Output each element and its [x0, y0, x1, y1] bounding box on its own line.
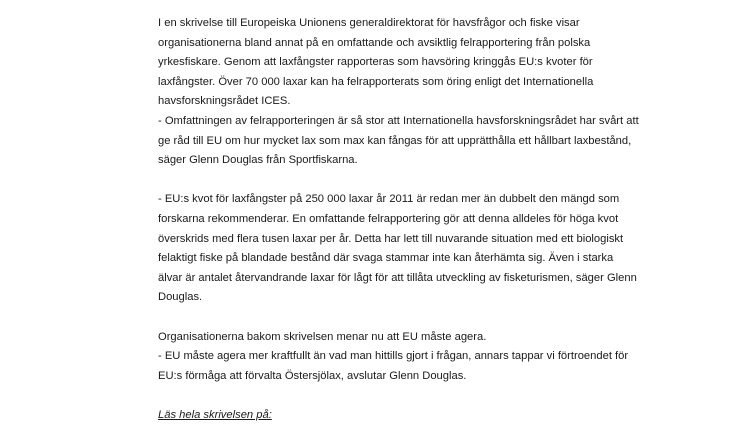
text-line: - EU måste agera mer kraftfullt än vad man hittills gjort i frågan, annars tappar vi förtroendet för	[158, 350, 629, 363]
read-more-link[interactable]: Läs hela skrivelsen på:	[158, 408, 272, 421]
text-line: I en skrivelse till Europeiska Unionens generaldirektorat för havsfrågor och fiske visar	[158, 17, 580, 29]
read-more-paragraph	[158, 406, 698, 425]
text-line: överskrids med flera tusen laxar per år. Detta har lett till nuvarande situation med ett biologiskt	[158, 232, 624, 245]
text-line: ge råd till EU om hur mycket lax som max kan fångas för att upprätthålla ett hållbart laxbestånd,	[158, 134, 632, 147]
text-line: felaktigt fiske på blandade bestånd där svaga stammar inte kan återhämta sig. Även i starka	[158, 252, 614, 265]
text-line: EU:s förmåga att förvalta Östersjölax, avslutar Glenn Douglas.	[158, 369, 467, 382]
text-line: organisationerna bland annat på en omfattande och avsiktlig felrapportering från polska	[158, 36, 591, 49]
paragraph-spacer	[158, 386, 698, 406]
document-body	[158, 14, 698, 425]
paragraph-spacer	[158, 171, 698, 191]
paragraph-conclusion	[158, 328, 698, 387]
paragraph-quota	[158, 190, 698, 308]
text-line: säger Glenn Douglas från Sportfiskarna.	[158, 154, 358, 167]
text-line: - Omfattningen av felrapporteringen är så stor att Internationella havsforskningsrådet har svårt att	[158, 114, 639, 127]
text-line: yrkesfiskare. Genom att laxfångster rapporteras som havsöring kringgås EU:s kvoter för	[158, 56, 593, 69]
text-line: - EU:s kvot för laxfångster på 250 000 laxar år 2011 är redan mer än dubbelt den mängd som	[158, 193, 620, 206]
text-line: forskarna rekommenderar. En omfattande felrapportering gör att denna alldeles för höga kvot	[158, 212, 619, 225]
paragraph-spacer	[158, 308, 698, 328]
paragraph-intro	[158, 14, 698, 171]
text-line: Douglas.	[158, 291, 203, 304]
text-line: älvar är antalet återvandrande laxar för lågt för att tillåta utveckling av fisketurismen, säger Glenn	[158, 271, 637, 284]
text-line: laxfångster. Över 70 000 laxar kan ha felrapporterats som öring enligt det Internationella	[158, 75, 594, 88]
text-line: Organisationerna bakom skrivelsen menar nu att EU måste agera.	[158, 330, 487, 343]
text-line: havsforskningsrådet ICES.	[158, 95, 291, 108]
